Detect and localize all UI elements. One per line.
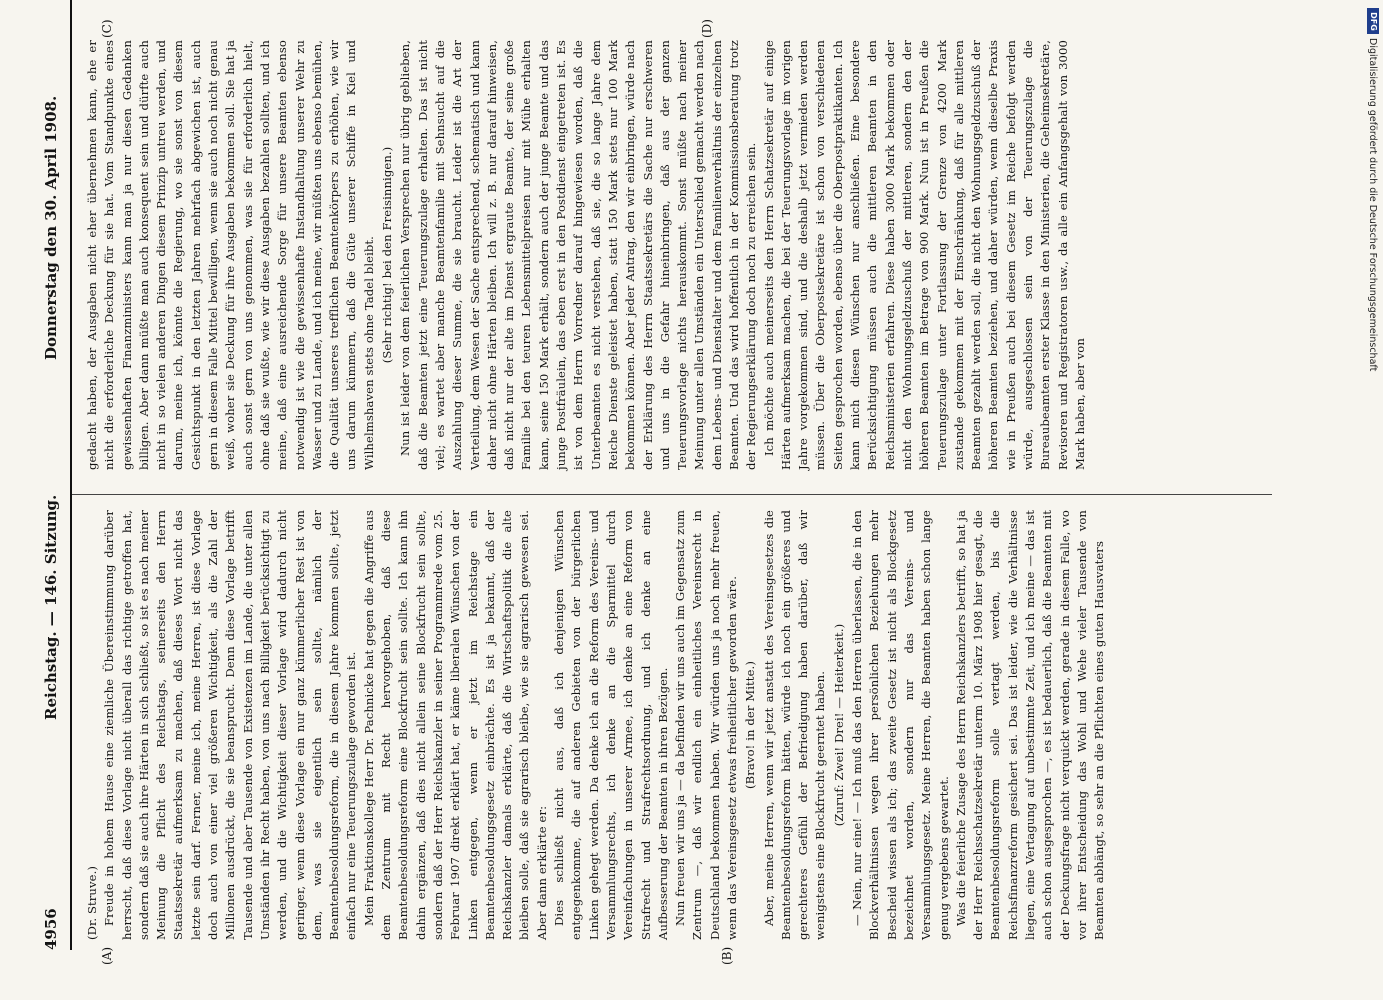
page-number: 4956 bbox=[42, 908, 60, 950]
interjection: (Bravo! in der Mitte.) bbox=[743, 661, 758, 789]
quotation: Dies schließt nicht aus, daß ich denjenigen Wünschen entgegenkomme, die auf anderen Gebieten von der bürgerlichen Linken gehegt werden. Da denke ich an die Reform des Vereins- und Versammlungsrechts, ich denke an die Sparmittel durch Vereinfachungen in unserer Armee, ich denke an eine Reform von Strafrecht und Strafrechtsordnung, und ich denke an eine Aufbesserung der Beamten in ihren Bezügen. bbox=[552, 510, 670, 940]
margin-marker-c: (C) bbox=[100, 19, 114, 38]
running-head-left: Reichstag. — 146. Sitzung. bbox=[42, 494, 60, 720]
running-head-right: Donnerstag den 30. April 1908. bbox=[42, 95, 60, 360]
paragraph: — Nein, nur eine! — Ich muß das den Herren überlassen, die in den Blockverhältnissen wegen ihrer persönlichen Beziehungen mehr Bescheid wissen als ich; das zweite Gesetz ist nicht als Blockgesetz bezeichnet worden, sondern nur das Vereins- und Versammlungsgesetz. Meine Herren, die Beamten haben schon lange genug vergebens gewartet. bbox=[850, 510, 951, 940]
digitization-credit bbox=[1365, 8, 1379, 648]
paragraph: Mein Fraktionskollege Herr Dr. Pachnicke hat gegen die Angriffe aus dem Zentrum mit Recht hervorgehoben, daß diese Beamtenbesoldungsreform eine Blockfrucht sein sollte. Ich kann ihn dahin ergänzen, daß dies nicht allein seine Blockfrucht sein sollte, sondern daß der Herr Reichskanzler in seiner Programmrede vom 25. Februar 1907 direkt erklärt hat, er käme liberalen Wünschen von der Linken entgegen, wenn er jetzt im Reichstage ein Beamtenbesoldungsgesetz einbrächte. Es ist ja bekannt, daß der Reichskanzler damals erklärte, daß die Wirtschaftspolitik die alte bleiben solle, daß sie agrarisch bleibe, wie sie agrarisch gewesen sei. Aber dann erklärte er: bbox=[361, 510, 549, 940]
paragraph: Nun freuen wir uns ja — da befinden wir uns auch im Gegensatz zum Zentrum —, daß wir endlich ein einheitliches Vereinsrecht in Deutschland bekommen haben. Wir würden uns ja noch mehr freuen, wenn das Vereinsgesetz etwas freiheitlicher geworden wäre. bbox=[673, 510, 739, 940]
paragraph: Nun ist leider von dem feierlichen Versprechen nur übrig geblieben, daß die Beamten jetzt eine Teuerungszulage erhalten. Das ist nicht viel; es wartet aber manche Beamtenfamilie mit Sehnsucht auf die Auszahlung dieser Summe, die sie braucht. Leider ist die Art der Verteilung, dem Wesen der Sache entsprechend, schematisch und kann daher nicht ohne Härten bleiben. Ich will z. B. nur darauf hinweisen, daß nicht nur der alte im Dienst ergraute Beamte, der seine große Familie bei den teuren Lebensmittelpreisen nur mit Mühe erhalten kann, seine 150 Mark erhält, sondern auch der junge Beamte und das junge Postfräulein, das eben erst in den Postdienst eingetreten ist. Es ist von dem Herrn Vorredner darauf hingewiesen worden, daß die Unterbeamten es nicht verstehen, daß sie, die so lange Jahre dem Reiche Dienste geleistet haben, statt 150 Mark stets nur 100 Mark bekommen können. Aber jeder Antrag, den wir einbringen, würde nach der Erklärung des Herrn Staatssekretärs die Sache nur erschweren und uns in die Gefahr hineinbringen, daß aus der ganzen Teuerungsvorlage nichts herauskommt. Sonst müßte nach meiner Meinung unter allen Umständen ein Unterschied gemacht werden nach dem Lebens- und Dienstalter und dem Familienverhältnis der einzelnen Beamten. Und das wird hoffentlich in der Kommissionsberatung trotz der Regierungserklärung doch noch zu erreichen sein. bbox=[398, 40, 759, 470]
interjection: (Zuruf: Zwei! Drei! — Heiterkeit.) bbox=[831, 623, 846, 827]
paragraph: Freude in hohem Hause eine ziemliche Übereinstimmung darüber herrscht, daß diese Vorlage nicht überall das richtige getroffen hat, sondern daß sie auch ihre Härten in sich schließt, so ist es nach meiner Meinung die Pflicht des Reichstags, seinerseits den Herrn Staatssekretär aufmerksam zu machen, daß dieses Wort nicht das letzte sein darf. Ferner, meine ich, meine Herren, ist diese Vorlage doch auch von einer viel größeren Wichtigkeit, als die Zahl der Millionen ausdrückt, die sie beansprucht. Denn diese Vorlage betrifft Tausende und aber Tausende von Existenzen im Lande, die unter allen Umständen ihr Recht haben, von uns nach Billigkeit berücksichtigt zu werden, und die Wichtigkeit dieser Vorlage wird dadurch nicht geringer, wenn diese Vorlage ein nur ganz kümmerlicher Rest ist von dem, was sie eigentlich sein sollte, nämlich der Beamtenbesoldungsreform, die in diesem Jahre kommen sollte, jetzt einfach nur eine Teuerungszulage geworden ist. bbox=[102, 510, 359, 940]
paragraph: gedacht haben, der Ausgaben nicht eher übernehmen kann, ehe er nicht die erforderliche Deckung für sie hat. Vom Standpunkte eines gewissenhaften Finanzministers kann man ja nur diesen Gedanken billigen. Aber dann müßte man auch konsequent sein und dürfte auch nicht in so vielen anderen Dingen diesem Prinzip untreu werden, und darum, meine ich, könnte die Regierung, wo sie sonst von diesem Gesichtspunkt in den letzten Jahren mehrfach abgewichen ist, auch gern in diesem Falle Mittel bewilligen, wenn sie auch noch nicht genau weiß, woher sie Deckung für ihre Ausgaben bekommen soll. Sie hat ja auch sonst gern von uns genommen, was sie für erforderlich hielt, ohne daß sie wußte, wie wir diese Ausgaben bezahlen sollten, und ich meine, daß eine ausreichende Sorge für unsere Beamten ebenso notwendig ist wie die gewissenhafte Instandhaltung unserer Wehr zu Wasser und zu Lande, und ich meine, wir müßten uns ebenso bemühen, die Qualität unseres trefflichen Beamtenkörpers zu erhöhen, wie wir uns darum kümmern, daß die Güte unserer Schiffe in Kiel und Wilhelmshaven stets ohne Tadel bleibt. bbox=[85, 40, 376, 470]
header-rule bbox=[70, 0, 72, 950]
column-divider bbox=[72, 494, 1272, 495]
paragraph: Ich möchte auch meinerseits den Herrn Schatzsekretär auf einige Härten aufmerksam machen, die bei der Teuerungsvorlage im vorigen Jahre vorgekommen sind, und die deshalb jetzt vermieden werden müssen. Über die Oberpostsekretäre ist schon von verschiedenen Seiten gesprochen worden, ebenso über die Oberpostpraktikanten. Ich kann mich diesen Wünschen nur anschließen. Eine besondere Berücksichtigung müssen auch die mittleren Beamten in den Reichsministerien erfahren. Diese haben 3000 Mark bekommen oder nicht den Wohnungsgeldzuschuß der mittleren, sondern den der höheren Beamten im Betrage von 900 Mark. Nun ist in Preußen die Teuerungszulage unter Fortlassung der Grenze von 4200 Mark zustande gekommen mit der Einschränkung, daß für alle mittleren Beamten gezahlt werden soll, die nicht den Wohnungsgeldzuschuß der höheren Beamten beziehen, und daher würden, wenn dieselbe Praxis wie in Preußen auch bei diesem Gesetz im Reiche befolgt werden würde, ausgeschlossen sein von der Teuerungszulage die Bureaubeamten erster Klasse in den Ministerien, die Geheimsekretäre, Revisoren und Registratoren usw., da alle ein Anfangsgehalt von 3000 Mark haben, aber von bbox=[761, 40, 1087, 470]
speaker-name: (Dr. Struve.) bbox=[85, 866, 99, 940]
page-header bbox=[42, 60, 68, 950]
paragraph: Aber, meine Herren, wenn wir jetzt anstatt des Vereinsgesetzes die Beamtenbesoldungsreform hätten, würde ich noch ein größeres und gerechteres Gefühl der Befriedigung haben darüber, daß wir wenigstens eine Blockfrucht geerntet haben. bbox=[761, 510, 828, 940]
margin-marker-d: (D) bbox=[700, 19, 714, 38]
paragraph: Was die feierliche Zusage des Herrn Reichskanzlers betrifft, so hat ja der Herr Reichsschatzsekretär unterm 10. März 1908 hier gesagt, die Beamtenbesoldungsreform solle vertagt werden, bis die Reichsfinanzreform gesichert sei. Das ist leider, wie die Verhältnisse liegen, eine Vertagung auf unbestimmte Zeit, und ich meine — das ist auch schon ausgesprochen —, es ist bedauerlich, daß die Beamten mit der Deckungsfrage nicht verquickt werden, gerade in diesem Falle, wo vor ihrer Entscheidung das Wohl und Wehe vieler Tausende von Beamten abhängt, so sehr an die Pflichten eines guten Hausvaters bbox=[953, 510, 1107, 940]
interjection: (Sehr richtig! bei den Freisinnigen.) bbox=[380, 146, 395, 364]
margin-marker-a: (A) bbox=[100, 946, 114, 965]
left-column bbox=[84, 510, 1109, 940]
right-column bbox=[84, 40, 1089, 470]
credit-text: Digitalisierung gefördert durch die Deutsche Forschungsgemeinschaft bbox=[1367, 38, 1378, 372]
margin-marker-b: (B) bbox=[720, 946, 734, 965]
dfg-logo: DFG bbox=[1367, 8, 1379, 34]
